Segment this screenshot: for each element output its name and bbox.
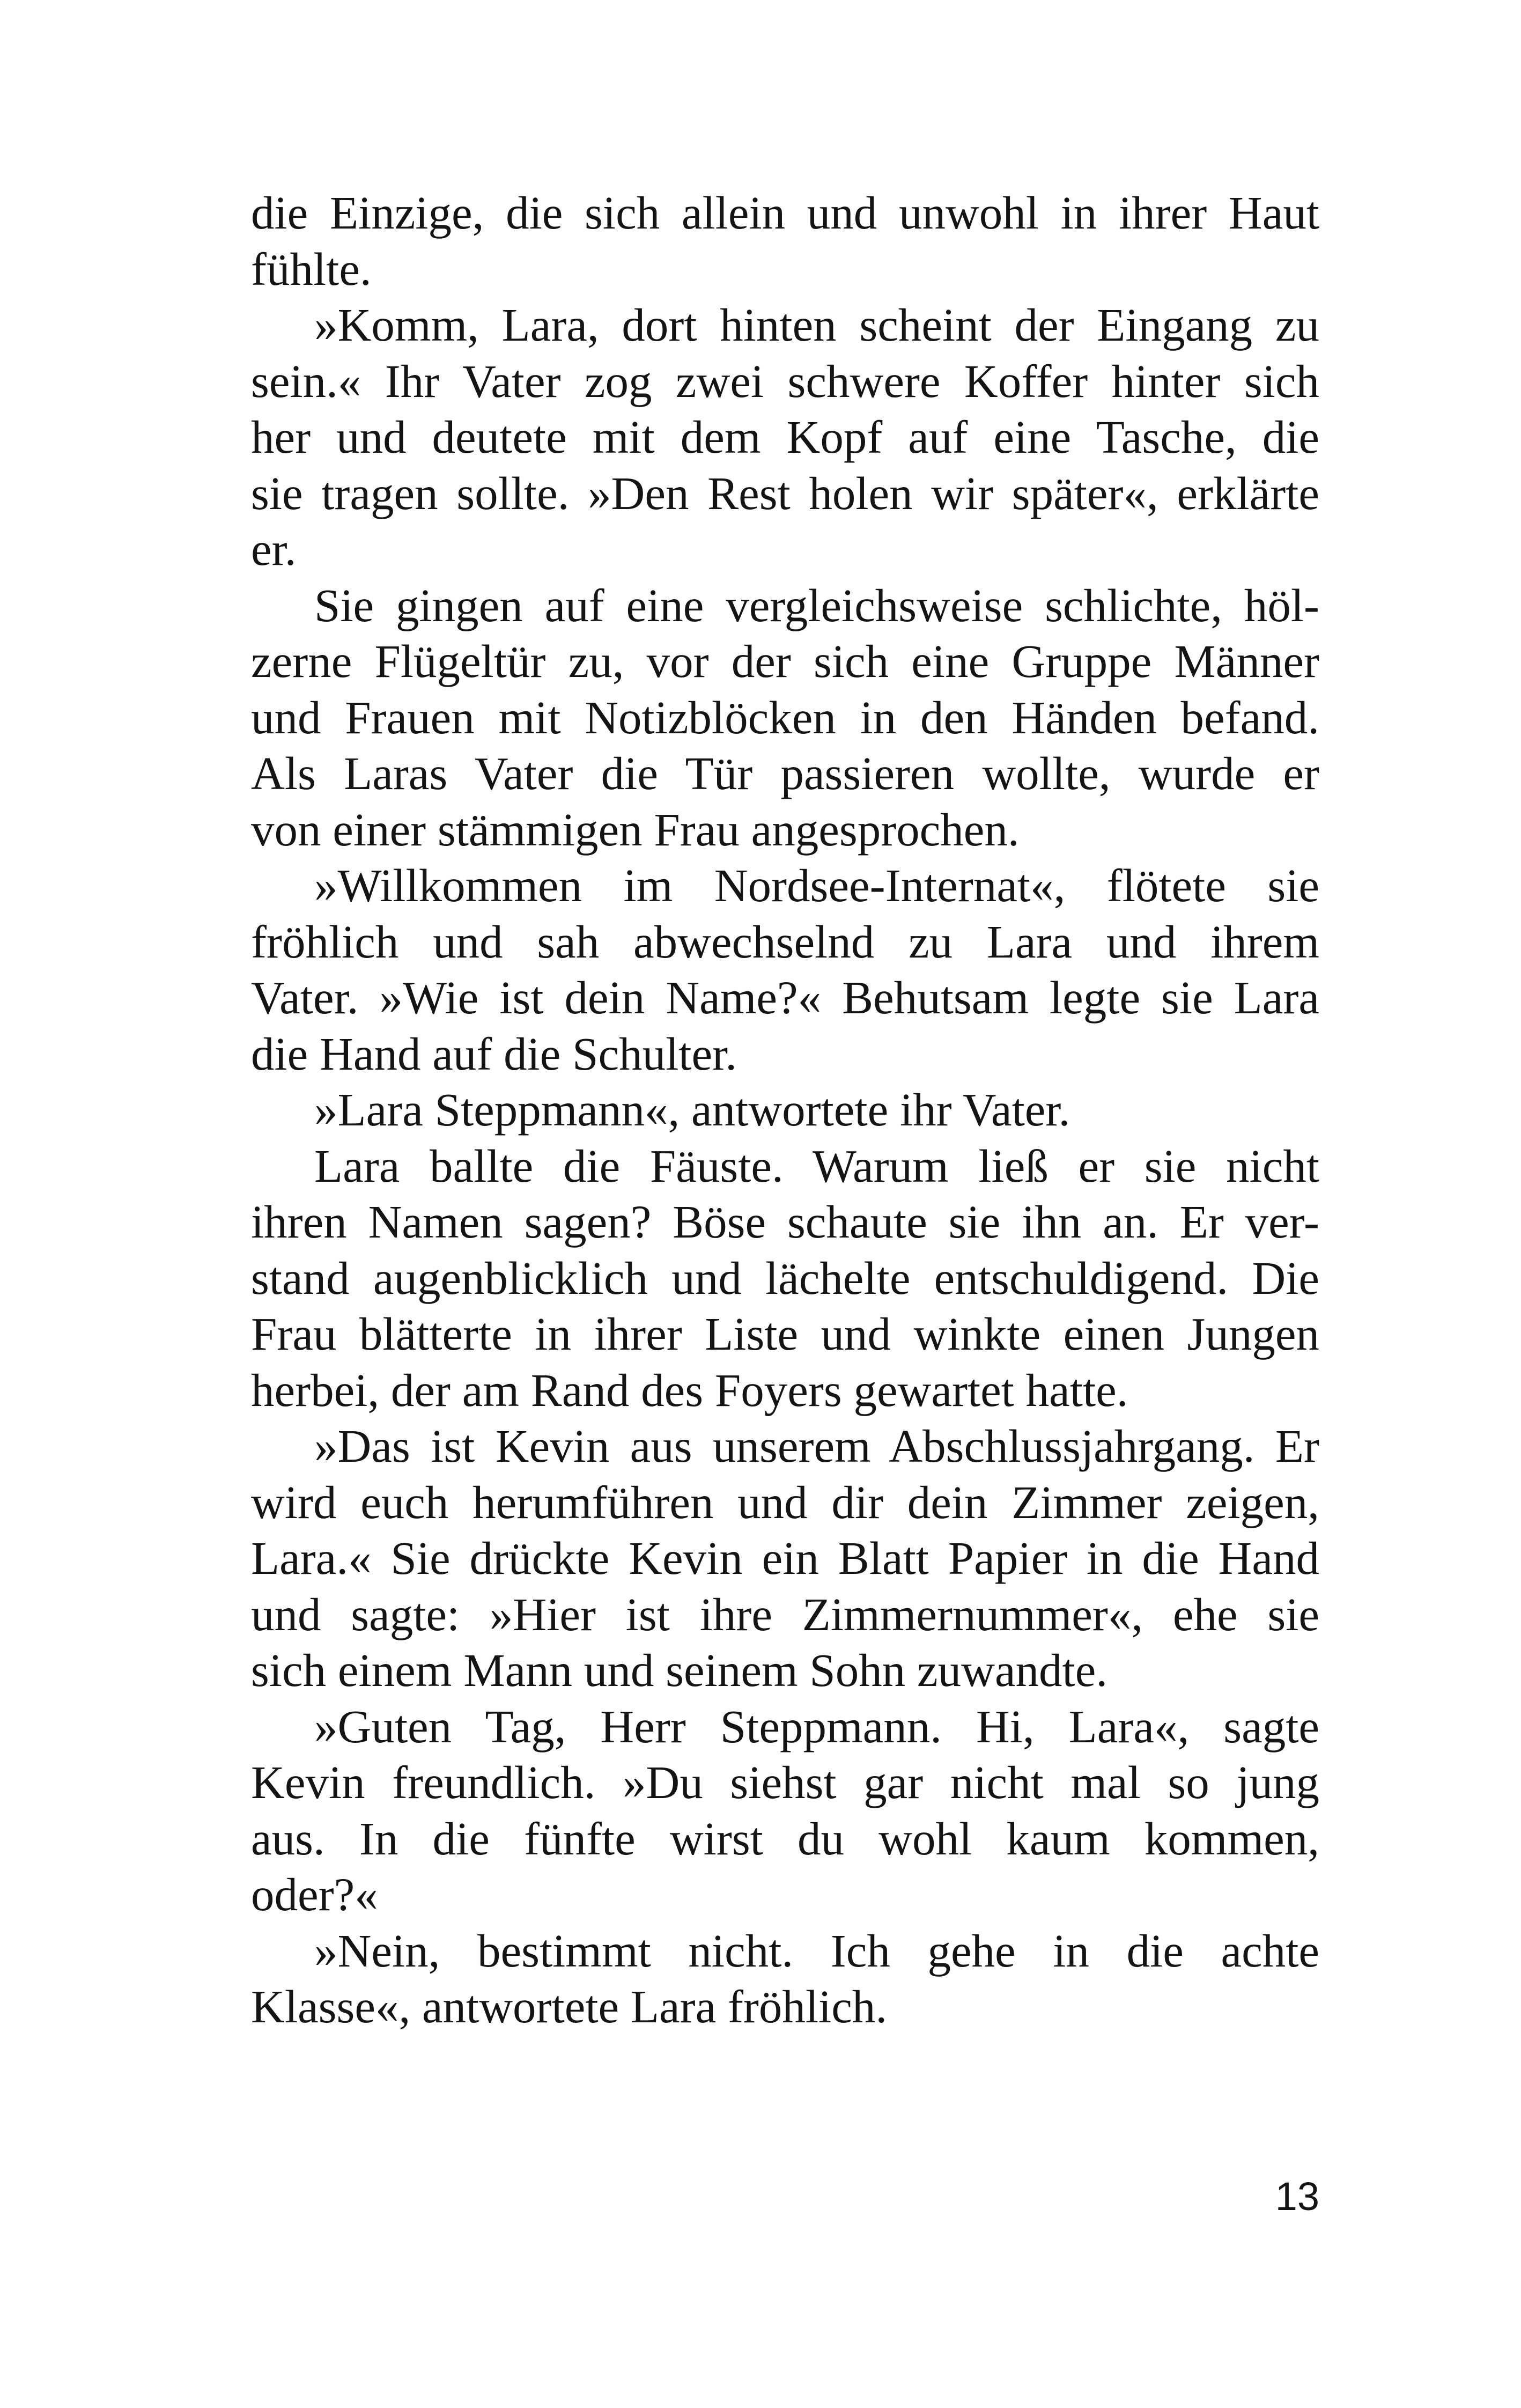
text-line: und sagte: »Hier ist ihre Zimmernummer«, ehe sie: [251, 1588, 1319, 1640]
text-line: »Nein, bestimmt nicht. Ich gehe in die achte: [314, 1924, 1319, 1977]
paragraph: [251, 1923, 1319, 2035]
text-line: Sie gingen auf eine vergleichsweise schlichte, höl-: [314, 579, 1319, 631]
paragraph: [251, 185, 1319, 297]
text-line: sie tragen sollte. »Den Rest holen wir später«, erklärte: [251, 467, 1319, 519]
text-line: Frau blätterte in ihrer Liste und winkte einen Jungen: [251, 1308, 1319, 1360]
text-line: herbei, der am Rand des Foyers gewartet hatte.: [251, 1364, 1128, 1416]
page-number: 13: [1275, 2174, 1319, 2219]
text-line: Vater. »Wie ist dein Name?« Behutsam legte sie Lara: [251, 971, 1319, 1023]
text-line: »Willkommen im Nordsee-Internat«, flötete sie: [314, 859, 1319, 911]
text-line: fröhlich und sah abwechselnd zu Lara und ihrem: [251, 915, 1319, 968]
text-line: ihren Namen sagen? Böse schaute sie ihn an. Er ver-: [251, 1196, 1319, 1248]
body-text: [251, 185, 1319, 2035]
text-line: aus. In die fünfte wirst du wohl kaum kommen,: [251, 1812, 1319, 1865]
text-line: oder?«: [251, 1868, 378, 1920]
text-line: Lara.« Sie drückte Kevin ein Blatt Papier in die Hand: [251, 1532, 1319, 1584]
text-line: von einer stämmigen Frau angesprochen.: [251, 803, 1020, 856]
paragraph: [251, 297, 1319, 578]
text-line: »Komm, Lara, dort hinten scheint der Eingang zu: [314, 299, 1319, 351]
text-line: her und deutete mit dem Kopf auf eine Tasche, die: [251, 411, 1319, 463]
paragraph: [251, 578, 1319, 858]
text-line: »Guten Tag, Herr Steppmann. Hi, Lara«, sagte: [314, 1700, 1319, 1752]
text-line: die Einzige, die sich allein und unwohl in ihrer Haut: [251, 187, 1319, 239]
text-line: zerne Flügeltür zu, vor der sich eine Gruppe Männer: [251, 635, 1319, 687]
text-line: Lara ballte die Fäuste. Warum ließ er sie nicht: [314, 1139, 1319, 1192]
paragraph: [251, 1138, 1319, 1419]
text-line: und Frauen mit Notizblöcken in den Händen befand.: [251, 691, 1319, 743]
text-line: Als Laras Vater die Tür passieren wollte, wurde er: [251, 747, 1319, 799]
text-line: die Hand auf die Schulter.: [251, 1027, 737, 1080]
text-line: Kevin freundlich. »Du siehst gar nicht mal so jung: [251, 1756, 1319, 1808]
text-line: »Das ist Kevin aus unserem Abschlussjahrgang. Er: [314, 1420, 1319, 1472]
text-line: sein.« Ihr Vater zog zwei schwere Koffer hinter sich: [251, 355, 1319, 407]
paragraph: [251, 858, 1319, 1082]
text-line: sich einem Mann und seinem Sohn zuwandte.: [251, 1644, 1108, 1696]
paragraph: [251, 1082, 1319, 1138]
paragraph: [251, 1418, 1319, 1699]
text-line: stand augenblicklich und lächelte entschuldigend. Die: [251, 1251, 1319, 1304]
text-line: fühlte.: [251, 242, 372, 295]
text-line: Klasse«, antwortete Lara fröhlich.: [251, 1980, 888, 2033]
text-line: »Lara Steppmann«, antwortete ihr Vater.: [314, 1084, 1070, 1136]
text-line: wird euch herumführen und dir dein Zimmer zeigen,: [251, 1476, 1319, 1528]
paragraph: [251, 1699, 1319, 1923]
text-line: er.: [251, 523, 297, 575]
